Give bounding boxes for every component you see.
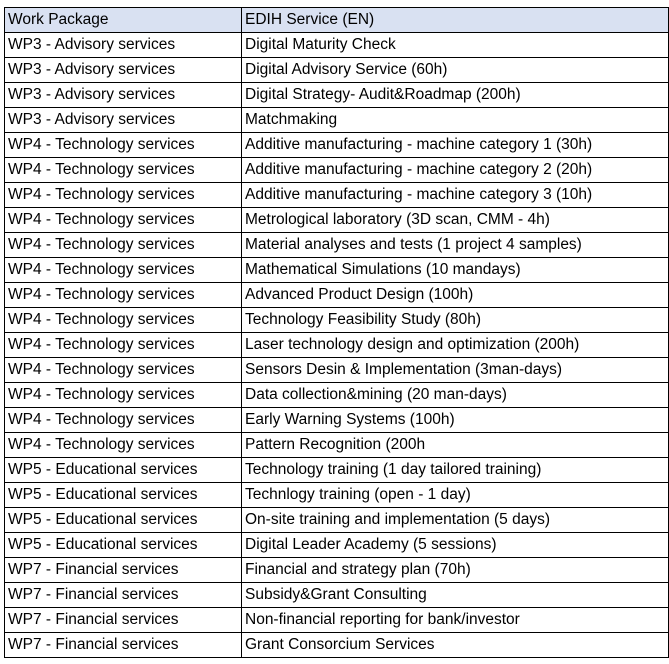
edih-service-cell[interactable]: Additive manufacturing - machine category 3 (10h) — [242, 183, 669, 208]
table-row — [5, 283, 669, 308]
edih-service-cell[interactable]: On-site training and implementation (5 days) — [242, 508, 669, 533]
work-package-cell[interactable]: WP3 - Advisory services — [5, 108, 242, 133]
work-package-cell[interactable]: WP4 - Technology services — [5, 333, 242, 358]
spreadsheet-table-region — [4, 7, 668, 658]
work-package-cell[interactable]: WP4 - Technology services — [5, 308, 242, 333]
table-row — [5, 333, 669, 358]
work-package-cell[interactable]: WP4 - Technology services — [5, 158, 242, 183]
table-row — [5, 308, 669, 333]
table-row — [5, 458, 669, 483]
edih-services-table — [4, 7, 669, 658]
edih-service-cell[interactable]: Digital Maturity Check — [242, 33, 669, 58]
table-row — [5, 483, 669, 508]
table-row — [5, 433, 669, 458]
edih-service-cell[interactable]: Digital Leader Academy (5 sessions) — [242, 533, 669, 558]
work-package-cell[interactable]: WP4 - Technology services — [5, 183, 242, 208]
table-row — [5, 208, 669, 233]
table-row — [5, 533, 669, 558]
table-row — [5, 83, 669, 108]
work-package-cell[interactable]: WP7 - Financial services — [5, 583, 242, 608]
edih-service-cell[interactable]: Digital Strategy- Audit&Roadmap (200h) — [242, 83, 669, 108]
edih-service-cell[interactable]: Material analyses and tests (1 project 4 samples) — [242, 233, 669, 258]
table-body — [5, 33, 669, 658]
work-package-cell[interactable]: WP3 - Advisory services — [5, 83, 242, 108]
edih-service-cell[interactable]: Advanced Product Design (100h) — [242, 283, 669, 308]
table-row — [5, 583, 669, 608]
work-package-cell[interactable]: WP3 - Advisory services — [5, 58, 242, 83]
work-package-cell[interactable]: WP3 - Advisory services — [5, 33, 242, 58]
table-row — [5, 633, 669, 658]
edih-service-cell[interactable]: Mathematical Simulations (10 mandays) — [242, 258, 669, 283]
table-row — [5, 408, 669, 433]
table-row — [5, 383, 669, 408]
table-row — [5, 108, 669, 133]
table-row — [5, 508, 669, 533]
edih-service-cell[interactable]: Data collection&mining (20 man-days) — [242, 383, 669, 408]
edih-service-cell[interactable]: Digital Advisory Service (60h) — [242, 58, 669, 83]
work-package-cell[interactable]: WP4 - Technology services — [5, 358, 242, 383]
edih-service-cell[interactable]: Technlogy training (open - 1 day) — [242, 483, 669, 508]
table-row — [5, 183, 669, 208]
work-package-cell[interactable]: WP4 - Technology services — [5, 433, 242, 458]
work-package-cell[interactable]: WP5 - Educational services — [5, 508, 242, 533]
edih-service-cell[interactable]: Grant Consorcium Services — [242, 633, 669, 658]
table-row — [5, 58, 669, 83]
edih-service-cell[interactable]: Metrological laboratory (3D scan, CMM - 4h) — [242, 208, 669, 233]
work-package-cell[interactable]: WP4 - Technology services — [5, 233, 242, 258]
edih-service-cell[interactable]: Non-financial reporting for bank/investor — [242, 608, 669, 633]
header-row — [5, 8, 669, 33]
work-package-cell[interactable]: WP5 - Educational services — [5, 533, 242, 558]
work-package-cell[interactable]: WP5 - Educational services — [5, 458, 242, 483]
work-package-cell[interactable]: WP4 - Technology services — [5, 408, 242, 433]
work-package-cell[interactable]: WP7 - Financial services — [5, 558, 242, 583]
header-edih-service[interactable]: EDIH Service (EN) — [242, 8, 669, 33]
work-package-cell[interactable]: WP4 - Technology services — [5, 258, 242, 283]
table-row — [5, 608, 669, 633]
edih-service-cell[interactable]: Matchmaking — [242, 108, 669, 133]
edih-service-cell[interactable]: Pattern Recognition (200h — [242, 433, 669, 458]
edih-service-cell[interactable]: Additive manufacturing - machine category 2 (20h) — [242, 158, 669, 183]
edih-service-cell[interactable]: Additive manufacturing - machine category 1 (30h) — [242, 133, 669, 158]
table-row — [5, 33, 669, 58]
edih-service-cell[interactable]: Early Warning Systems (100h) — [242, 408, 669, 433]
table-row — [5, 558, 669, 583]
table-row — [5, 133, 669, 158]
work-package-cell[interactable]: WP4 - Technology services — [5, 133, 242, 158]
work-package-cell[interactable]: WP4 - Technology services — [5, 283, 242, 308]
edih-service-cell[interactable]: Laser technology design and optimization (200h) — [242, 333, 669, 358]
work-package-cell[interactable]: WP7 - Financial services — [5, 633, 242, 658]
edih-service-cell[interactable]: Financial and strategy plan (70h) — [242, 558, 669, 583]
edih-service-cell[interactable]: Technology Feasibility Study (80h) — [242, 308, 669, 333]
edih-service-cell[interactable]: Sensors Desin & Implementation (3man-days) — [242, 358, 669, 383]
table-row — [5, 158, 669, 183]
work-package-cell[interactable]: WP7 - Financial services — [5, 608, 242, 633]
table-row — [5, 258, 669, 283]
work-package-cell[interactable]: WP5 - Educational services — [5, 483, 242, 508]
edih-service-cell[interactable]: Technology training (1 day tailored training) — [242, 458, 669, 483]
work-package-cell[interactable]: WP4 - Technology services — [5, 208, 242, 233]
table-row — [5, 233, 669, 258]
table-row — [5, 358, 669, 383]
header-work-package[interactable]: Work Package — [5, 8, 242, 33]
edih-service-cell[interactable]: Subsidy&Grant Consulting — [242, 583, 669, 608]
work-package-cell[interactable]: WP4 - Technology services — [5, 383, 242, 408]
